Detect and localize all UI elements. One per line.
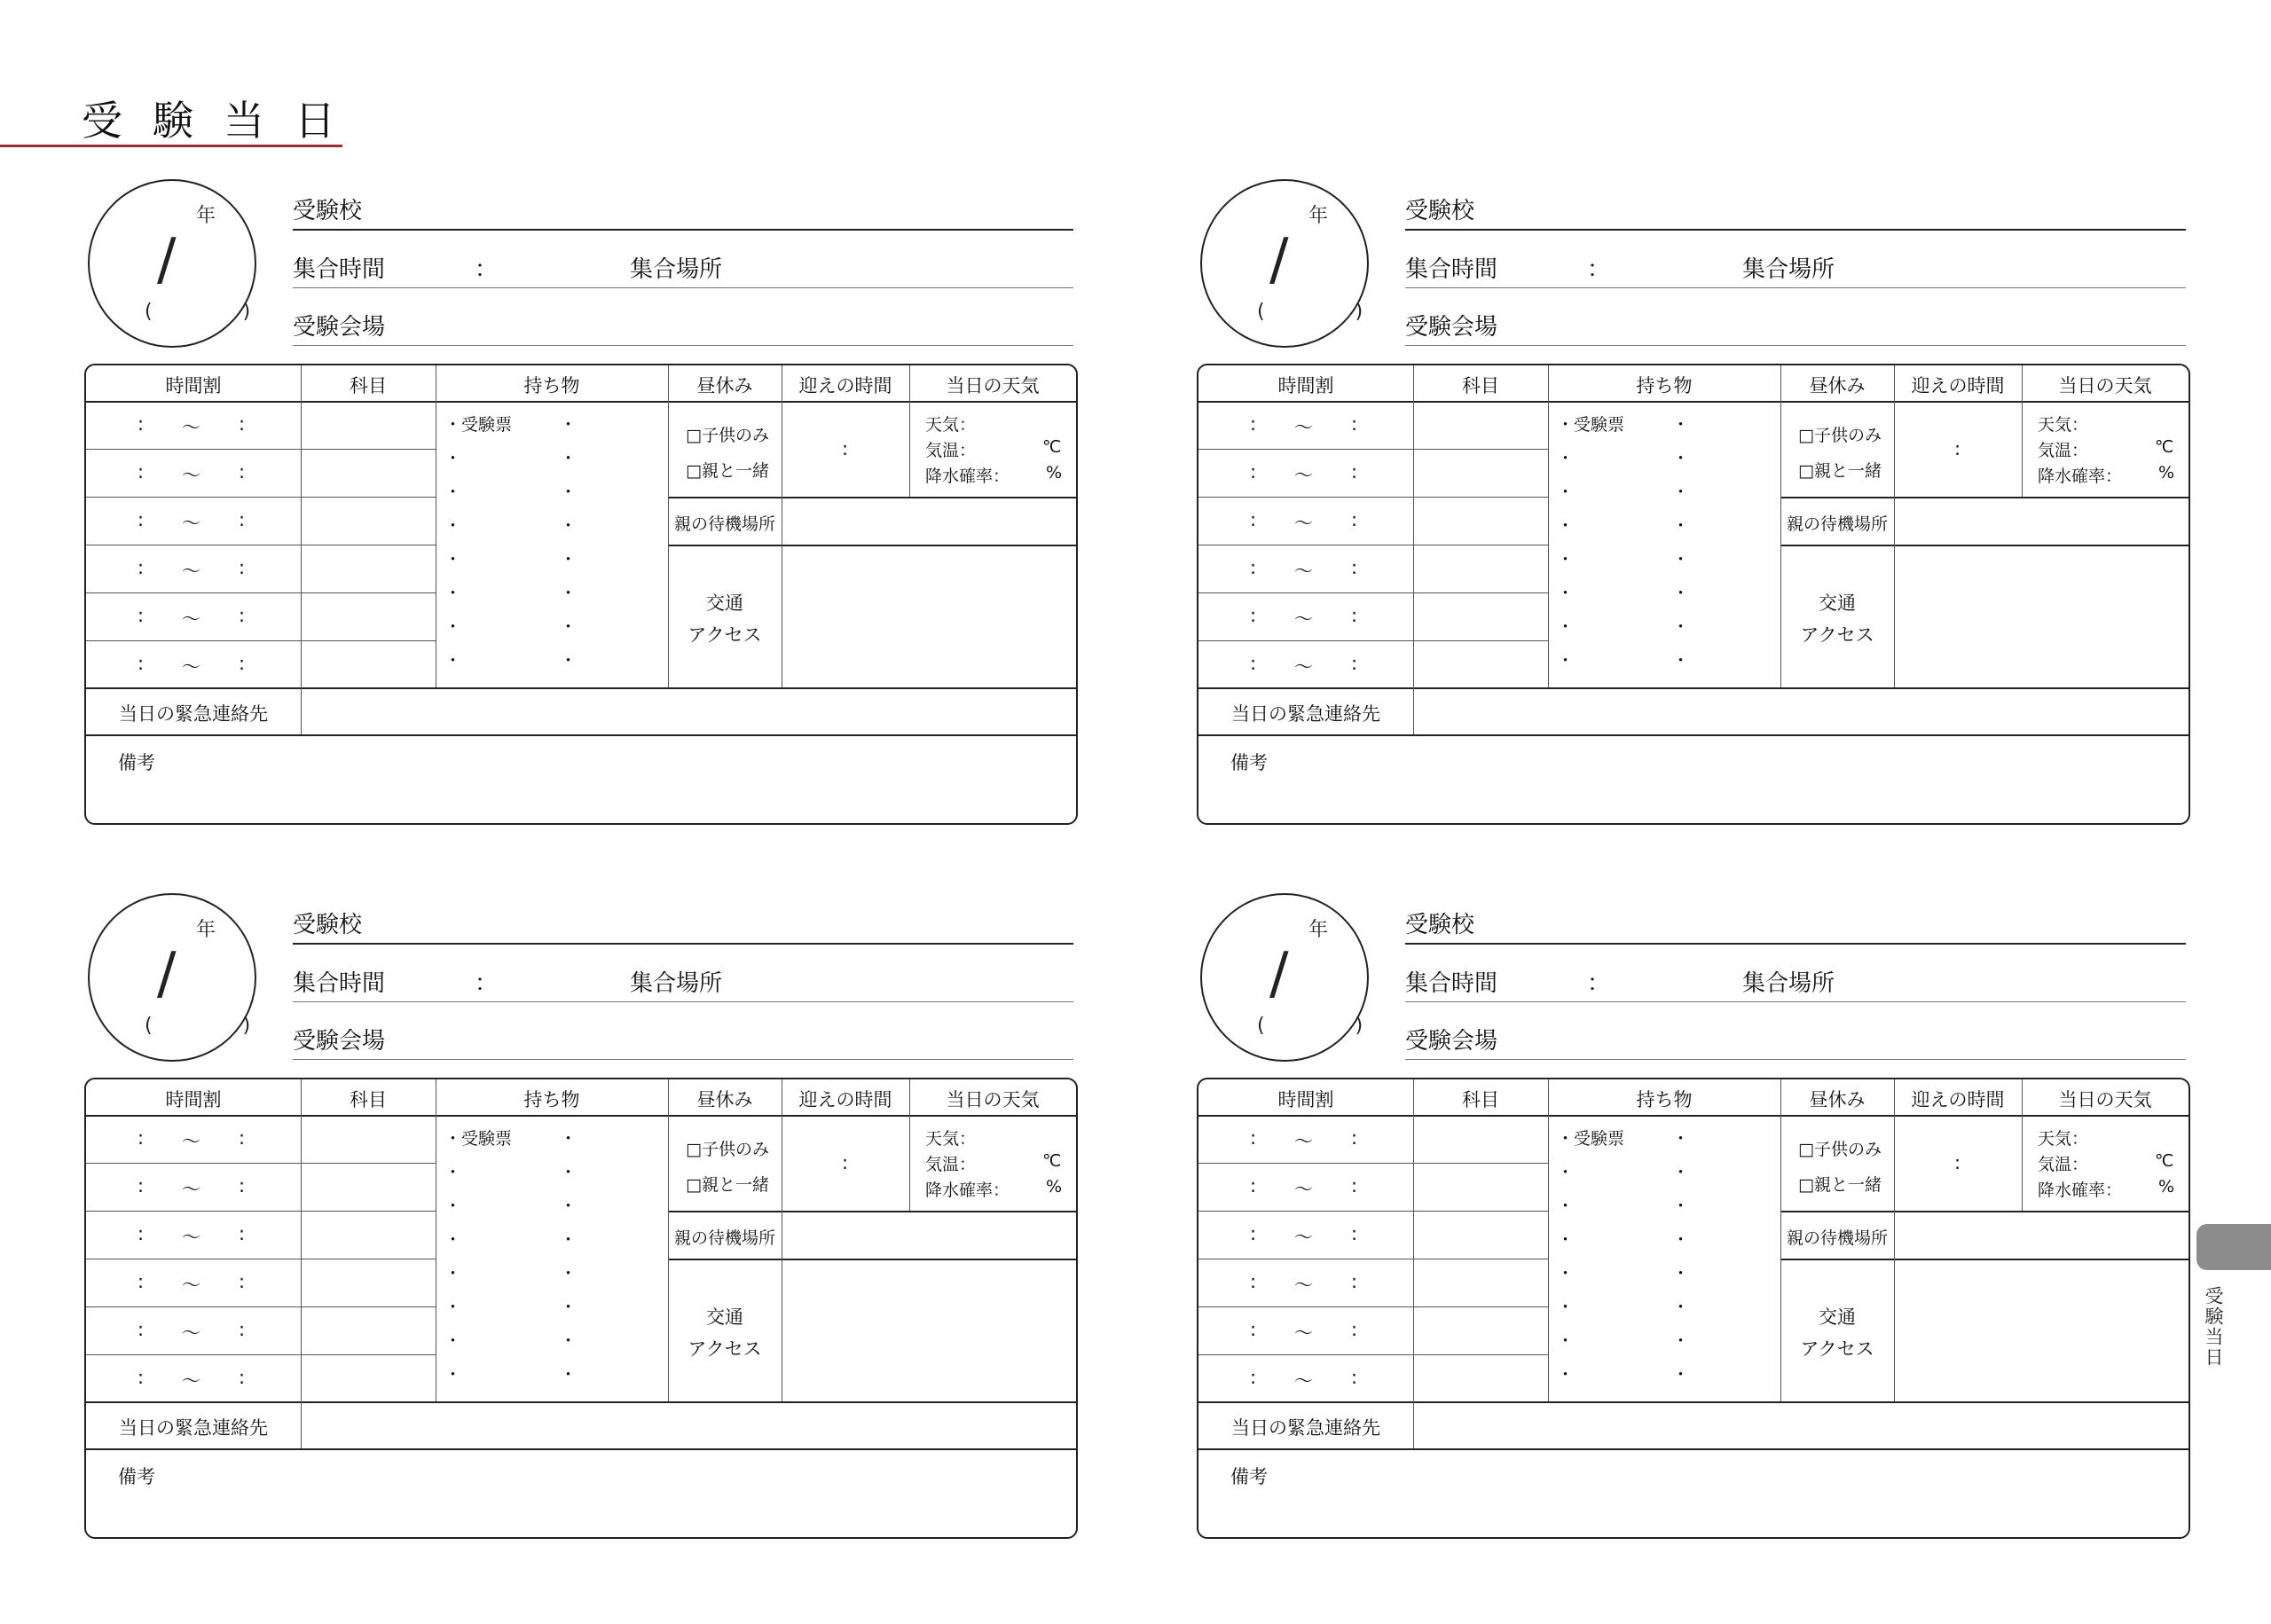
date-slash: / [157,227,177,293]
exam-card [84,891,1078,1579]
meeting-time-label: 集合時間 [1405,970,1498,997]
belongings-item: ・受験票 [1557,415,1625,435]
notes-label: 備考 [1230,752,1268,773]
temperature-unit: ℃ [2155,1151,2174,1171]
belongings-item: ・ [444,617,462,637]
date-circle [88,893,287,1062]
time-range-tilde: 〜 [1294,608,1313,630]
temperature-label: 気温： [2038,1155,2089,1174]
time-range-tilde: 〜 [182,417,200,438]
exam-card [84,177,1078,865]
parent-waiting-place-label: 親の待機場所 [673,1228,775,1248]
belongings-item: ・ [560,415,578,435]
time-range-tilde: 〜 [182,1275,200,1296]
meeting-time-colon: ： [475,256,499,283]
header-weather: 当日の天気 [2058,1089,2152,1110]
time-range-tilde: 〜 [1294,1322,1313,1344]
emergency-contact-label: 当日の緊急連絡先 [119,1417,268,1439]
access-label: アクセス [688,624,762,646]
time-start-colon: : [138,1127,145,1149]
belongings-item: ・ [560,516,578,536]
time-start-colon: : [138,1271,145,1292]
header-weather: 当日の天気 [2058,375,2152,396]
time-end-colon: : [239,1175,246,1196]
belongings-item: ・ [444,550,462,569]
header-timetable: 時間割 [165,1089,222,1110]
time-end-colon: : [239,413,246,435]
time-end-colon: : [239,653,246,674]
header-belongings: 持ち物 [523,1089,580,1110]
venue-label: 受験会場 [293,314,386,341]
rain-chance-label: 降水確率： [925,1181,1010,1200]
belongings-item: ・ [560,1298,578,1317]
belongings-item: ・ [560,449,578,468]
transport-label: 交通 [706,1306,743,1328]
meeting-field[interactable] [293,967,1073,1002]
time-end-colon: : [1351,605,1358,626]
access-label: アクセス [688,1338,762,1360]
header-subject: 科目 [1462,375,1499,396]
venue-field[interactable] [1405,1024,2186,1060]
lunch-child-only-checkbox[interactable]: □子供のみ [1798,1140,1882,1159]
belongings-item: ・ [1557,1264,1575,1283]
exam-day-table [84,364,1078,825]
school-field[interactable] [1405,195,2186,231]
belongings-item: ・受験票 [444,1129,513,1149]
belongings-item: ・ [444,516,462,536]
belongings-item: ・ [1557,1298,1575,1317]
transport-label: 交通 [706,592,743,614]
temperature-unit: ℃ [1042,437,1062,457]
belongings-item: ・ [560,1129,578,1149]
belongings-item: ・ [1557,1163,1575,1182]
belongings-item: ・ [444,1163,462,1182]
belongings-item: ・ [444,1264,462,1283]
header-timetable: 時間割 [1277,1089,1334,1110]
date-slash: / [1269,941,1289,1007]
meeting-place-label: 集合場所 [630,256,723,283]
time-start-colon: : [138,1175,145,1196]
time-start-colon: : [138,1367,145,1388]
pickup-time-colon: : [1954,438,1961,459]
belongings-item: ・受験票 [1557,1129,1625,1149]
time-range-tilde: 〜 [1294,656,1313,678]
time-start-colon: : [1250,509,1257,530]
date-year-label: 年 [1308,919,1329,941]
time-start-colon: : [1250,1319,1257,1340]
time-start-colon: : [1250,1175,1257,1196]
belongings-item: ・ [1672,1298,1690,1317]
time-end-colon: : [1351,413,1358,435]
belongings-item: ・ [1672,550,1690,569]
venue-label: 受験会場 [1405,314,1498,341]
rain-chance-label: 降水確率： [925,467,1010,486]
belongings-item: ・ [1557,482,1575,502]
weather-label: 天気： [925,1129,977,1149]
belongings-item: ・ [560,482,578,502]
belongings-item: ・ [1672,1230,1690,1250]
day-of-week-parens: ( ) [145,301,287,323]
rain-chance-unit: % [2158,1177,2175,1196]
time-end-colon: : [239,605,246,626]
belongings-item: ・ [1557,1230,1575,1250]
belongings-item: ・ [1557,1196,1575,1216]
time-start-colon: : [138,1319,145,1340]
time-range-tilde: 〜 [1294,513,1313,534]
belongings-item: ・ [444,449,462,468]
rain-chance-unit: % [1046,1177,1063,1196]
time-end-colon: : [1351,1367,1358,1388]
belongings-item: ・ [560,1331,578,1351]
side-tab-label: 受験当日 [2203,1286,2224,1368]
belongings-item: ・ [444,1365,462,1385]
rain-chance-label: 降水確率： [2038,1181,2123,1200]
belongings-item: ・ [1557,550,1575,569]
header-timetable: 時間割 [1277,375,1334,396]
parent-waiting-place-label: 親の待機場所 [673,514,775,534]
header-belongings: 持ち物 [523,375,580,396]
notes-label: 備考 [1230,1466,1268,1487]
belongings-item: ・ [1672,584,1690,603]
lunch-with-parent-checkbox[interactable]: □親と一緒 [1798,461,1882,481]
time-range-tilde: 〜 [182,1131,200,1152]
emergency-contact-label: 当日の緊急連絡先 [1231,1417,1380,1439]
belongings-item: ・ [1672,415,1690,435]
exam-day-table [1197,1078,2190,1539]
time-end-colon: : [239,1271,246,1292]
weather-label: 天気： [2038,415,2089,435]
meeting-field[interactable] [1405,967,2186,1002]
parent-waiting-place-label: 親の待機場所 [1786,514,1888,534]
pickup-time-colon: : [1954,1152,1961,1173]
belongings-item: ・ [1672,516,1690,536]
date-circle [1200,893,1399,1062]
date-slash: / [1269,227,1289,293]
belongings-item: ・ [560,617,578,637]
time-start-colon: : [1250,1127,1257,1149]
rain-chance-unit: % [2158,463,2175,482]
time-end-colon: : [239,1367,246,1388]
time-end-colon: : [1351,1175,1358,1196]
belongings-item: ・ [1557,1331,1575,1351]
meeting-field[interactable] [1405,253,2186,288]
lunch-child-only-checkbox[interactable]: □子供のみ [1798,426,1882,445]
time-end-colon: : [1351,557,1358,578]
header-belongings: 持ち物 [1636,375,1693,396]
time-end-colon: : [1351,1223,1358,1244]
page-title: 受験当日 [82,97,365,145]
access-label: アクセス [1800,1338,1874,1360]
belongings-item: ・ [1557,449,1575,468]
temperature-unit: ℃ [1042,1151,1062,1171]
belongings-item: ・ [560,1230,578,1250]
meeting-time-label: 集合時間 [293,256,386,283]
belongings-item: ・ [1557,651,1575,671]
time-range-tilde: 〜 [182,561,200,582]
school-field[interactable] [1405,909,2186,945]
transport-label: 交通 [1819,592,1856,614]
notes-label: 備考 [118,1466,155,1487]
date-slash: / [157,941,177,1007]
belongings-item: ・ [1672,651,1690,671]
temperature-label: 気温： [2038,441,2089,460]
day-of-week-parens: ( ) [1257,1015,1399,1037]
belongings-item: ・ [444,1230,462,1250]
venue-field[interactable] [1405,310,2186,346]
emergency-contact-label: 当日の緊急連絡先 [119,703,268,725]
header-pickup-time: 迎えの時間 [1911,375,2005,396]
time-end-colon: : [1351,653,1358,674]
time-range-tilde: 〜 [182,513,200,534]
time-range-tilde: 〜 [1294,1370,1313,1392]
header-belongings: 持ち物 [1636,1089,1693,1110]
belongings-item: ・受験票 [444,415,513,435]
meeting-time-colon: ： [1587,256,1611,283]
time-end-colon: : [239,1319,246,1340]
belongings-item: ・ [1672,617,1690,637]
belongings-item: ・ [444,482,462,502]
header-weather: 当日の天気 [946,1089,1040,1110]
belongings-item: ・ [560,1196,578,1216]
date-circle [1200,179,1399,348]
time-range-tilde: 〜 [182,1179,200,1200]
meeting-place-label: 集合場所 [630,970,723,997]
belongings-item: ・ [444,1196,462,1216]
header-subject: 科目 [1462,1089,1499,1110]
time-end-colon: : [1351,1319,1358,1340]
header-lunch: 昼休み [1809,1089,1866,1110]
day-of-week-parens: ( ) [1257,301,1399,323]
meeting-place-label: 集合場所 [1742,970,1835,997]
belongings-item: ・ [1557,617,1575,637]
belongings-item: ・ [560,1264,578,1283]
meeting-time-label: 集合時間 [1405,256,1498,283]
belongings-item: ・ [444,651,462,671]
time-end-colon: : [1351,461,1358,482]
temperature-label: 気温： [925,1155,977,1174]
time-start-colon: : [1250,605,1257,626]
time-end-colon: : [1351,1271,1358,1292]
time-start-colon: : [1250,1271,1257,1292]
lunch-child-only-checkbox[interactable]: □子供のみ [686,1140,769,1159]
time-end-colon: : [1351,1127,1358,1149]
belongings-item: ・ [1672,1331,1690,1351]
time-start-colon: : [138,653,145,674]
time-range-tilde: 〜 [182,1370,200,1392]
time-start-colon: : [1250,557,1257,578]
header-pickup-time: 迎えの時間 [798,1089,892,1110]
date-year-label: 年 [196,205,216,227]
time-range-tilde: 〜 [182,656,200,678]
belongings-item: ・ [1672,1264,1690,1283]
time-start-colon: : [138,557,145,578]
belongings-item: ・ [560,1163,578,1182]
pickup-time-colon: : [842,1152,849,1173]
title-underline [0,145,342,147]
lunch-child-only-checkbox[interactable]: □子供のみ [686,426,769,445]
time-start-colon: : [138,509,145,530]
header-subject: 科目 [350,375,387,396]
school-label: 受験校 [293,198,363,224]
belongings-item: ・ [1672,482,1690,502]
school-label: 受験校 [1405,912,1475,938]
time-start-colon: : [1250,653,1257,674]
meeting-time-colon: ： [475,970,499,997]
time-range-tilde: 〜 [182,465,200,486]
venue-label: 受験会場 [1405,1028,1498,1055]
school-label: 受験校 [1405,198,1475,224]
parent-waiting-place-label: 親の待機場所 [1786,1228,1888,1248]
time-range-tilde: 〜 [182,1322,200,1344]
header-timetable: 時間割 [165,375,222,396]
time-end-colon: : [239,461,246,482]
belongings-item: ・ [1557,584,1575,603]
header-subject: 科目 [350,1089,387,1110]
venue-label: 受験会場 [293,1028,386,1055]
belongings-item: ・ [444,584,462,603]
time-range-tilde: 〜 [1294,1131,1313,1152]
time-start-colon: : [1250,1223,1257,1244]
lunch-with-parent-checkbox[interactable]: □親と一緒 [1798,1175,1882,1195]
belongings-item: ・ [560,550,578,569]
belongings-item: ・ [1672,1129,1690,1149]
belongings-item: ・ [1672,1196,1690,1216]
venue-field[interactable] [293,310,1073,346]
time-range-tilde: 〜 [1294,417,1313,438]
side-tab[interactable] [2196,1224,2271,1270]
header-lunch: 昼休み [696,375,753,396]
weather-label: 天気： [925,415,977,435]
belongings-item: ・ [560,1365,578,1385]
belongings-item: ・ [560,651,578,671]
header-lunch: 昼休み [1809,375,1866,396]
meeting-time-colon: ： [1587,970,1611,997]
belongings-item: ・ [1672,1163,1690,1182]
header-weather: 当日の天気 [946,375,1040,396]
time-range-tilde: 〜 [1294,561,1313,582]
time-range-tilde: 〜 [1294,1227,1313,1248]
exam-card [1197,177,2190,865]
belongings-item: ・ [560,584,578,603]
access-label: アクセス [1800,624,1874,646]
time-start-colon: : [138,1223,145,1244]
time-start-colon: : [138,605,145,626]
day-of-week-parens: ( ) [145,1015,287,1037]
time-start-colon: : [138,461,145,482]
meeting-place-label: 集合場所 [1742,256,1835,283]
venue-field[interactable] [293,1024,1073,1060]
school-label: 受験校 [293,912,363,938]
date-year-label: 年 [196,919,216,941]
exam-day-table [1197,364,2190,825]
date-circle [88,179,287,348]
lunch-with-parent-checkbox[interactable]: □親と一緒 [686,1175,769,1195]
belongings-item: ・ [1557,1365,1575,1385]
school-field[interactable] [293,909,1073,945]
meeting-time-label: 集合時間 [293,970,386,997]
pickup-time-colon: : [842,438,849,459]
meeting-field[interactable] [293,253,1073,288]
time-range-tilde: 〜 [182,608,200,630]
temperature-unit: ℃ [2155,437,2174,457]
time-end-colon: : [239,1127,246,1149]
time-start-colon: : [138,413,145,435]
time-start-colon: : [1250,1367,1257,1388]
time-start-colon: : [1250,413,1257,435]
time-range-tilde: 〜 [1294,1179,1313,1200]
time-range-tilde: 〜 [1294,465,1313,486]
header-pickup-time: 迎えの時間 [798,375,892,396]
time-range-tilde: 〜 [182,1227,200,1248]
time-end-colon: : [239,557,246,578]
transport-label: 交通 [1819,1306,1856,1328]
time-end-colon: : [1351,509,1358,530]
belongings-item: ・ [444,1298,462,1317]
notes-label: 備考 [118,752,155,773]
belongings-item: ・ [1672,1365,1690,1385]
weather-label: 天気： [2038,1129,2089,1149]
belongings-item: ・ [1672,449,1690,468]
time-start-colon: : [1250,461,1257,482]
belongings-item: ・ [444,1331,462,1351]
date-year-label: 年 [1308,205,1329,227]
exam-card [1197,891,2190,1579]
school-field[interactable] [293,195,1073,231]
lunch-with-parent-checkbox[interactable]: □親と一緒 [686,461,769,481]
time-range-tilde: 〜 [1294,1275,1313,1296]
header-lunch: 昼休み [696,1089,753,1110]
header-pickup-time: 迎えの時間 [1911,1089,2005,1110]
emergency-contact-label: 当日の緊急連絡先 [1231,703,1380,725]
time-end-colon: : [239,1223,246,1244]
temperature-label: 気温： [925,441,977,460]
exam-day-table [84,1078,1078,1539]
rain-chance-unit: % [1046,463,1063,482]
belongings-item: ・ [1557,516,1575,536]
rain-chance-label: 降水確率： [2038,467,2123,486]
time-end-colon: : [239,509,246,530]
